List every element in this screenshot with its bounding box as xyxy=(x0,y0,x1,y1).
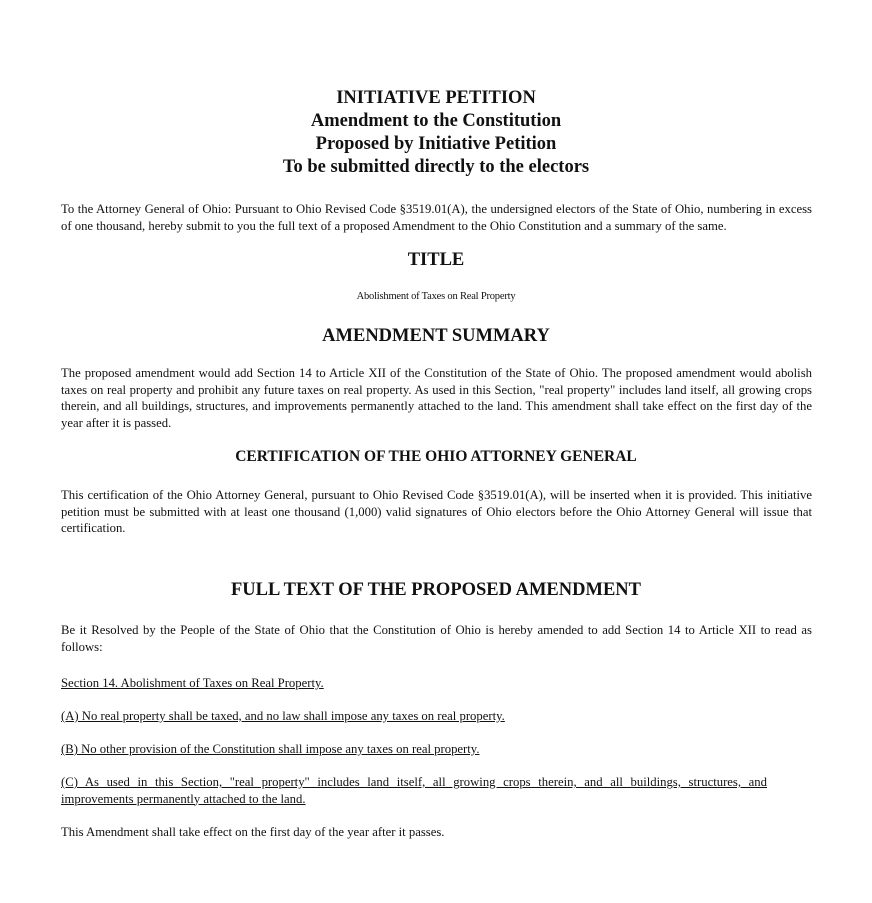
clause-c xyxy=(61,774,767,807)
title-heading: TITLE xyxy=(407,250,465,270)
summary-heading: AMENDMENT SUMMARY xyxy=(322,326,550,346)
title-text: Abolishment of Taxes on Real Property xyxy=(356,291,516,302)
clause-c-line-2: improvements permanently attached to the land. xyxy=(61,791,306,806)
intro-paragraph: To the Attorney General of Ohio: Pursuant to Ohio Revised Code §3519.01(A), the undersigned electors of the State of Ohio, numbering in excess of one thousand, hereby submit to you the full text of a proposed Amendment to the Ohio Constitution and a summary of the same. xyxy=(61,202,812,233)
section-title-text: Section 14. Abolishment of Taxes on Real Property. xyxy=(61,676,324,690)
clause-a-text: (A) No real property shall be taxed, and no law shall impose any taxes on real property. xyxy=(61,709,505,723)
certification-paragraph: This certification of the Ohio Attorney General, pursuant to Ohio Revised Code §3519.01(A), will be inserted when it is provided. This initiative petition must be submitted with at least one thousand (1,000) valid signatures of Ohio electors before the Ohio Attorney General will issue that certification. xyxy=(61,488,812,535)
clause-b-text: (B) No other provision of the Constitution shall impose any taxes on real property. xyxy=(61,742,480,756)
petition-header xyxy=(0,87,872,179)
header-line-submitted: To be submitted directly to the electors xyxy=(282,157,590,177)
clause-b xyxy=(61,741,812,758)
clause-c-line-1: (C) As used in this Section, "real property" includes land itself, all growing crops therein, and all buildings, structures, and xyxy=(61,775,767,789)
full-text-heading: FULL TEXT OF THE PROPOSED AMENDMENT xyxy=(231,580,641,600)
section-title xyxy=(61,675,812,692)
header-line-amendment: Amendment to the Constitution xyxy=(310,111,562,131)
header-line-initiative-petition: INITIATIVE PETITION xyxy=(336,88,536,108)
resolution-paragraph: Be it Resolved by the People of the State of Ohio that the Constitution of Ohio is hereby amended to add Section 14 to Article XII to read as follows: xyxy=(61,623,812,654)
certification-heading: CERTIFICATION OF THE OHIO ATTORNEY GENERAL xyxy=(235,448,637,465)
effective-paragraph: This Amendment shall take effect on the first day of the year after it passes. xyxy=(61,825,445,839)
summary-paragraph: The proposed amendment would add Section 14 to Article XII of the Constitution of the State of Ohio. The proposed amendment would abolish taxes on real property and prohibit any future taxes on real property. As used in this Section, "real property" includes land itself, all growing crops therein, and all buildings, structures, and improvements permanently attached to the land. This amendment shall take effect on the first day of the year after it is passed. xyxy=(61,366,812,430)
clause-a xyxy=(61,708,812,725)
header-line-proposed: Proposed by Initiative Petition xyxy=(315,134,557,154)
